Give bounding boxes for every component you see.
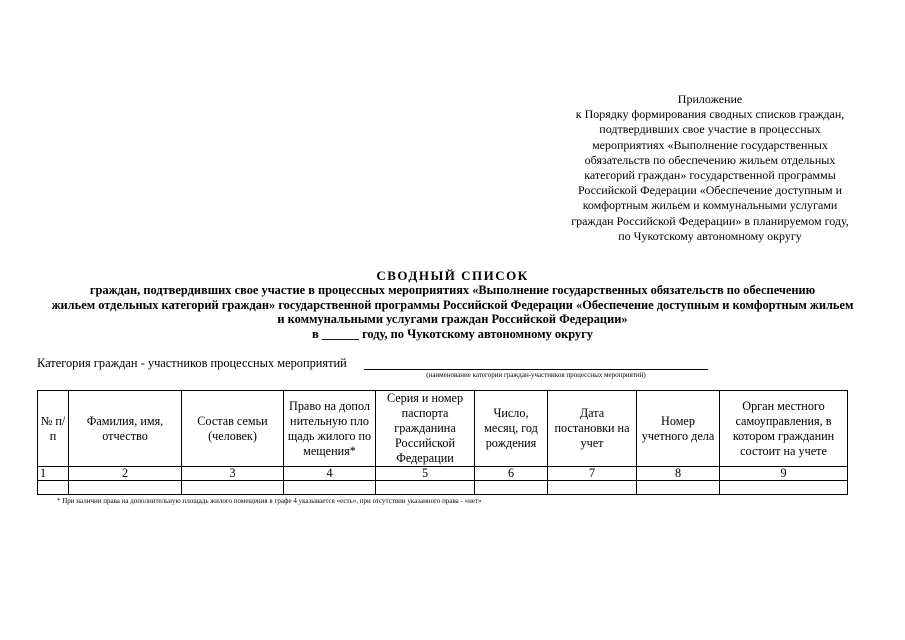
heading-line: жильем отдельных категорий граждан» государственной программы Российской Федерации «Обеспечение доступным и комфортным жильем bbox=[51, 297, 854, 312]
table-cell bbox=[182, 481, 284, 495]
table-cell bbox=[38, 481, 69, 495]
column-number: 1 bbox=[38, 467, 69, 481]
summary-table bbox=[37, 390, 848, 495]
header-cell: № п/п bbox=[38, 391, 69, 467]
category-fill-line bbox=[364, 369, 708, 370]
appendix-line: Приложение bbox=[677, 92, 743, 106]
table-number-row bbox=[38, 467, 848, 481]
table-cell bbox=[69, 481, 182, 495]
appendix-line: категорий граждан» государственной программы bbox=[584, 168, 836, 183]
header-cell: Орган местного самоуправления, в котором гражданин состоит на учете bbox=[720, 391, 848, 467]
column-number: 6 bbox=[475, 467, 548, 481]
header-cell: Фамилия, имя, отчество bbox=[69, 391, 182, 467]
table-row bbox=[38, 481, 848, 495]
appendix-block bbox=[540, 92, 880, 244]
appendix-line: обязательств по обеспечению жильем отдельных bbox=[584, 152, 836, 167]
column-number: 3 bbox=[182, 467, 284, 481]
column-number: 4 bbox=[284, 467, 376, 481]
header-cell: Дата постановки на учет bbox=[548, 391, 637, 467]
column-number: 9 bbox=[720, 467, 848, 481]
appendix-line: граждан Российской Федерации» в планируемом году, bbox=[571, 213, 849, 228]
appendix-line: мероприятиях «Выполнение государственных bbox=[592, 137, 828, 152]
table-cell bbox=[637, 481, 720, 495]
table-cell bbox=[548, 481, 637, 495]
header-cell: Серия и номер паспорта гражданина Российской Федерации bbox=[376, 391, 475, 467]
document-heading bbox=[20, 283, 885, 341]
heading-line: в ______ году, по Чукотскому автономному округу bbox=[312, 326, 593, 341]
appendix-line: по Чукотскому автономному округу bbox=[618, 228, 802, 243]
category-note: (наименование категории граждан-участников процессных мероприятий) bbox=[426, 371, 646, 379]
header-cell: Состав семьи (человек) bbox=[182, 391, 284, 467]
column-number: 5 bbox=[376, 467, 475, 481]
header-cell: Номер учетного дела bbox=[637, 391, 720, 467]
heading-line: и коммунальными услугами граждан Российской Федерации» bbox=[277, 312, 628, 326]
document-title: СВОДНЫЙ СПИСОК bbox=[376, 268, 529, 283]
column-number: 8 bbox=[637, 467, 720, 481]
appendix-line: к Порядку формирования сводных списков граждан, bbox=[575, 107, 845, 122]
header-cell: Число, месяц, год рождения bbox=[475, 391, 548, 467]
table-cell bbox=[720, 481, 848, 495]
column-number: 2 bbox=[69, 467, 182, 481]
appendix-line: Российской Федерации «Обеспечение доступным и bbox=[577, 183, 843, 198]
appendix-line: комфортным жильем и коммунальными услугами bbox=[582, 198, 838, 213]
table-header-row bbox=[38, 391, 848, 467]
category-label: Категория граждан - участников процессных мероприятий bbox=[37, 356, 347, 370]
table-cell bbox=[284, 481, 376, 495]
column-number: 7 bbox=[548, 467, 637, 481]
table-cell bbox=[376, 481, 475, 495]
header-cell: Право на дополнительную площадь жилого помещения* bbox=[284, 391, 376, 467]
appendix-line: подтвердивших свое участие в процессных bbox=[599, 122, 821, 137]
footnote: * При наличии права на дополнительную площадь жилого помещения в графе 4 указывается «есть», при отсутствии указанного права - «нет» bbox=[57, 497, 482, 505]
table-cell bbox=[475, 481, 548, 495]
heading-line: граждан, подтвердивших свое участие в процессных мероприятиях «Выполнение государственных обязательств по обеспечению bbox=[89, 283, 816, 297]
